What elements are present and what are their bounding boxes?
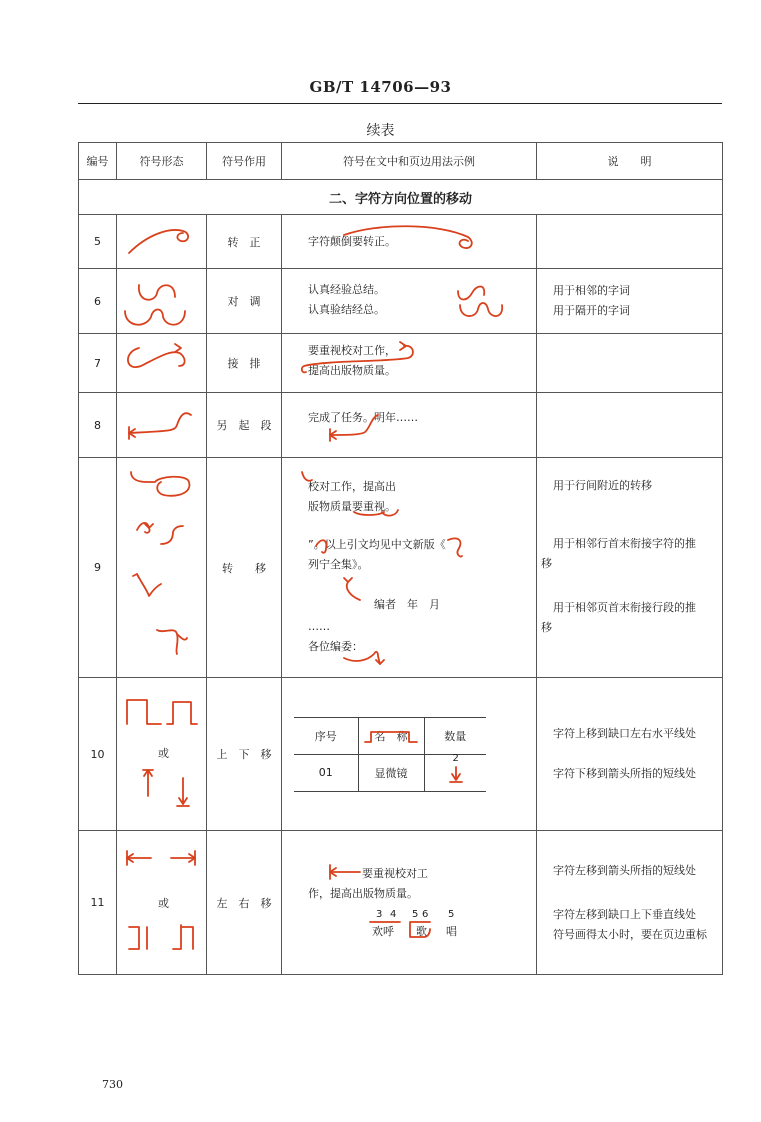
example-line: ”。以上引文均见中文新版《 [308,538,446,551]
shape-cell [117,678,207,831]
shape-cell [117,393,207,458]
subtitle: 续表 [366,123,395,139]
example-line: 要重视校对工作， [308,344,396,357]
row-number: 7 [79,334,117,393]
table-row [79,393,723,458]
shape-cell [117,458,207,678]
superscript-number: 5 [448,909,455,920]
example-word: 唱 [446,925,457,938]
role-cell: 转 移 [207,458,282,678]
description-line: 移 [541,621,552,634]
transfer-mark-icon [308,458,537,677]
description-line: 用于相邻行首末衔接字符的推 [553,537,696,550]
example-cell [282,678,537,831]
description-line: 用于隔开的字词 [553,304,630,317]
header-row [79,143,723,180]
table-row [79,215,723,269]
table-row [79,269,723,334]
example-cell [282,458,537,678]
section-title: 二、字符方向位置的移动 [79,180,723,215]
example-cell [282,215,537,269]
row-number: 8 [79,393,117,458]
example-line: 认真经验总结。 [308,283,385,296]
role-cell: 左 右 移 [207,831,282,975]
header-rule [78,103,722,104]
superscript-number: 6 [422,909,429,920]
swap-mark-icon [308,269,537,333]
new-paragraph-mark-icon [117,393,207,457]
symbol-table [78,142,723,975]
example-line: 作，提高出版物质量。 [308,887,418,900]
new-paragraph-mark-icon [308,393,537,457]
col-header-example: 符号在文中和页边用法示例 [282,143,537,180]
standard-number: GB/T 14706—93 [309,78,452,96]
example-line: 列宁全集》。 [308,558,369,571]
description-line: 字符左移到箭头所指的短线处 [553,864,696,877]
example-cell [282,393,537,458]
or-label: 或 [158,897,169,910]
col-header-shape: 符号形态 [117,143,207,180]
example-line: 完成了任务。明年…… [308,411,418,424]
example-table-cell: 01 [294,754,358,791]
shape-cell [117,334,207,393]
or-label: 或 [158,747,169,760]
role-cell: 上 下 移 [207,678,282,831]
example-line: 提高出版物质量。 [308,364,396,377]
description-line: 符号画得太小时，要在页边重标 [553,928,707,941]
description-cell [537,831,723,975]
page-number: 730 [102,1078,123,1091]
table-row [79,831,723,975]
row-number: 6 [79,269,117,334]
example-table-cell-text: 2 [452,752,459,764]
description-cell [537,269,723,334]
description-cell [537,215,723,269]
shape-cell [117,831,207,975]
example-line: 编者 年 月 [374,598,440,611]
row-number: 10 [79,678,117,831]
example-word: 欢呼 [372,925,394,938]
description-cell [537,678,723,831]
swap-mark-icon [117,269,207,333]
rotate-mark-icon [117,215,207,268]
description-line: 字符上移到缺口左右水平线处 [553,727,696,740]
table-row [79,678,723,831]
section-row [79,180,723,215]
example-cell [282,831,537,975]
transfer-mark-icon [117,458,207,677]
row-number: 11 [79,831,117,975]
row-number: 5 [79,215,117,269]
description-cell [537,393,723,458]
superscript-number: 3 [376,909,383,920]
description-line: 用于相邻页首末衔接行段的推 [553,601,696,614]
join-mark-icon [308,334,537,392]
example-table-cell: 序号 [294,717,358,754]
example-table-cell [424,754,486,791]
example-cell [282,269,537,334]
superscript-number: 5 [412,909,419,920]
table-row [79,334,723,393]
role-cell: 转 正 [207,215,282,269]
example-line: 校对工作，提高出 [308,480,396,493]
example-table-cell [358,717,424,754]
example-line: 认真验结经总。 [308,303,385,316]
example-line: 版物质量要重视。 [308,500,396,513]
example-table-header [294,717,486,754]
shape-cell [117,269,207,334]
example-cell [282,334,537,393]
example-line: …… [308,620,330,633]
description-cell [537,334,723,393]
description-line: 用于行间附近的转移 [553,479,652,492]
example-word: 歌 [416,925,427,938]
rotate-mark-icon [308,215,537,268]
example-line: 字符颠倒要转正。 [308,235,396,248]
example-table [294,717,486,792]
role-cell: 另 起 段 [207,393,282,458]
superscript-number: 4 [390,909,397,920]
row-number: 9 [79,458,117,678]
shift-left-mark-icon [282,831,537,974]
example-table-cell-text: 名 称 [374,729,408,743]
description-cell [537,458,723,678]
description-line: 用于相邻的字词 [553,284,630,297]
shift-down-mark-icon [425,752,487,791]
role-cell: 接 排 [207,334,282,393]
description-line: 移 [541,557,552,570]
example-line: 各位编委： [308,640,363,653]
example-line: 要重视校对工 [362,867,428,880]
role-cell: 对 调 [207,269,282,334]
example-table-cell: 显微镜 [358,754,424,791]
col-header-function: 符号作用 [207,143,282,180]
col-header-number: 编号 [79,143,117,180]
description-line: 字符下移到箭头所指的短线处 [553,767,696,780]
example-table-cell: 数量 [424,717,486,754]
col-header-description: 说 明 [537,143,723,180]
shape-cell [117,215,207,269]
shift-up-mark-icon [359,718,425,754]
description-line: 字符左移到缺口上下垂直线处 [553,908,696,921]
table-row [79,458,723,678]
join-mark-icon [117,334,207,392]
example-table-row [294,754,486,791]
